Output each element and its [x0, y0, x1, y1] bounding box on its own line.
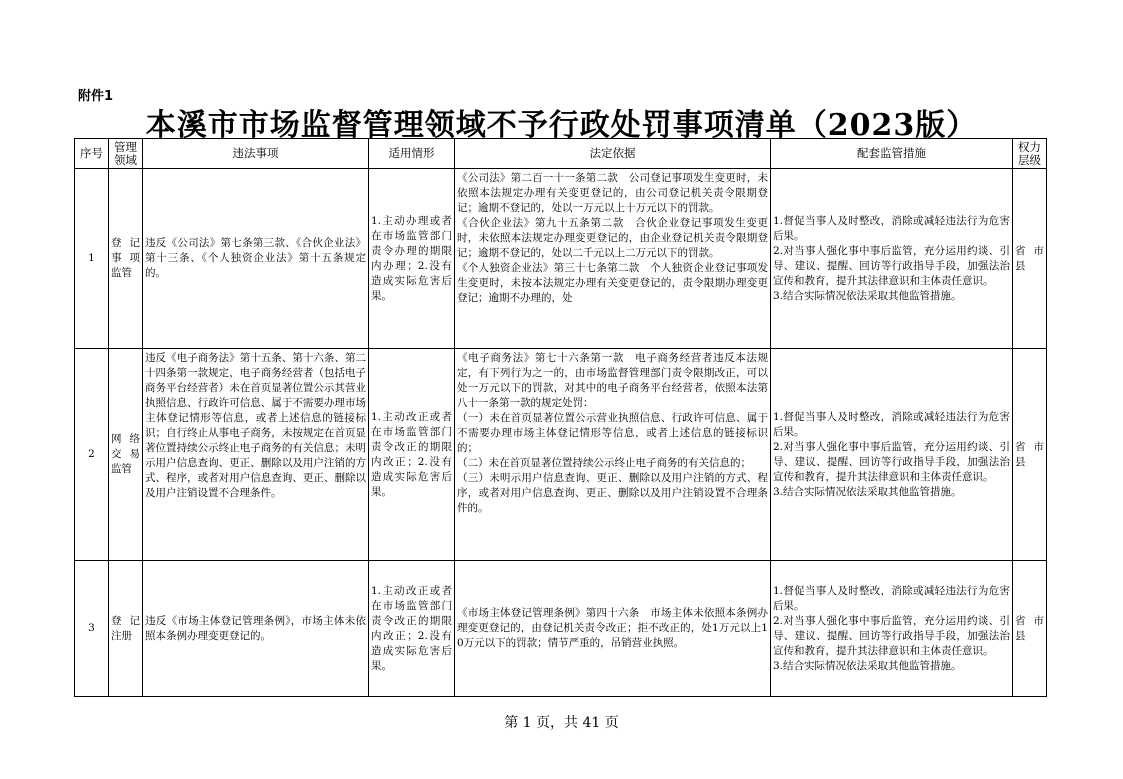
basis-paragraph: （三）未明示用户信息查询、更正、删除以及用户注销的方式、程序，或者对用户信息查询、更正、删除以及用户注销设置不合理条件的。: [457, 471, 768, 514]
measure-item: 3.结合实际情况依法采取其他监管措施。: [773, 289, 962, 302]
measure-item: 2.对当事人强化事中事后监管，充分运用约谈、引导、建议、提醒、回访等行政指导手段，加强法治宣传和教育，提升其法律意识和主体责任意识。: [773, 244, 1010, 287]
row-measures: [771, 561, 1013, 697]
row-violation: 违反《市场主体登记管理条例》，市场主体未依照本条例办理变更登记的。: [143, 561, 369, 697]
col-header-basis: 法定依据: [455, 139, 771, 169]
row-domain: 网络交易监管: [109, 349, 143, 561]
measure-item: 1.督促当事人及时整改，消除或减轻违法行为危害后果。: [773, 584, 1010, 612]
col-header-situation: 适用情形: [369, 139, 455, 169]
basis-paragraph: （二）未在首页显著位置持续公示终止电子商务的有关信息的；: [457, 456, 751, 469]
row-level: 省市县: [1013, 169, 1047, 349]
table-row: [75, 349, 1047, 561]
page-title: 本溪市市场监督管理领域不予行政处罚事项清单（2023版）: [145, 108, 978, 143]
row-measures: [771, 169, 1013, 349]
row-situation: 1.主动改正或者在市场监管部门责令改正的期限内改正；2.没有造成实际危害后果。: [369, 561, 455, 697]
row-domain: 登记注册: [109, 561, 143, 697]
attachment-label: 附件1: [78, 89, 114, 104]
row-basis: [455, 349, 771, 561]
col-header-violation: 违法事项: [143, 139, 369, 169]
violation-text: 违反《电子商务法》第十五条、第十六条、第二十四条第一款规定，电子商务经营者（包括电子商务平台经营者）未在首页显著位置公示其营业执照信息、行政许可信息、属于不需要办理市场主体登记情形等信息，或者上述信息的链接标识；自行终止从事电子商务，未按规定在首页显著位置持续公示终止电子商务的有关信息；未明示用户信息查询、更正、删除以及用户注销的方式、程序，或者对用户信息查询、更正、删除以及用户注销设置不合理条件。: [145, 351, 366, 499]
col-header-domain: 管理领域: [109, 139, 143, 169]
basis-paragraph: 《市场主体登记管理条例》第四十六条 市场主体未依照本条例办理变更登记的，由登记机关责令改正；拒不改正的，处1万元以上10万元以下的罚款；情节严重的，吊销营业执照。: [457, 607, 768, 649]
measure-item: 1.督促当事人及时整改，消除或减轻违法行为危害后果。: [773, 410, 1010, 438]
basis-paragraph: 《个人独资企业法》第三十七条第二款 个人独资企业登记事项发生变更时，未按本法规定办理有关变更登记的，责令限期办理变更登记；逾期不办理的，处: [457, 261, 768, 304]
row-domain: 登记事项监管: [109, 169, 143, 349]
col-header-no: 序号: [75, 139, 109, 169]
basis-paragraph: 《公司法》第二百一十一条第二款 公司登记事项发生变更时，未依照本法规定办理有关变更登记的，由公司登记机关责令限期登记；逾期不登记的，处以一万元以上十万元以下的罚款。: [457, 171, 768, 214]
table-header-row: [75, 139, 1047, 169]
row-number: 2: [75, 349, 109, 561]
measure-item: 2.对当事人强化事中事后监管，充分运用约谈、引导、建议、提醒、回访等行政指导手段，加强法治宣传和教育，提升其法律意识和主体责任意识。: [773, 614, 1010, 657]
table-row: [75, 561, 1047, 697]
basis-paragraph: 《电子商务法》第七十六条第一款 电子商务经营者违反本法规定，有下列行为之一的，由市场监督管理部门责令限期改正，可以处一万元以下的罚款，对其中的电子商务平台经营者，依照本法第八十一条第一款的规定处罚：: [457, 351, 768, 409]
row-number: 3: [75, 561, 109, 697]
row-situation: 1.主动改正或者在市场监管部门责令改正的期限内改正；2.没有造成实际危害后果。: [369, 349, 455, 561]
measure-item: 3.结合实际情况依法采取其他监管措施。: [773, 659, 962, 672]
penalty-list-table: [74, 138, 1047, 697]
row-violation: 违反《公司法》第七条第三款、《合伙企业法》第十三条、《个人独资企业法》第十五条规定的。: [143, 169, 369, 349]
measure-item: 1.督促当事人及时整改，消除或减轻违法行为危害后果。: [773, 214, 1010, 242]
basis-paragraph: 《合伙企业法》第九十五条第二款 合伙企业登记事项发生变更时，未依照本法规定办理变更登记的，由企业登记机关责令限期登记；逾期不登记的，处以二千元以上二万元以下的罚款。: [457, 216, 768, 259]
table-row: [75, 169, 1047, 349]
col-header-measures: 配套监管措施: [771, 139, 1013, 169]
measure-item: 3.结合实际情况依法采取其他监管措施。: [773, 485, 962, 498]
row-situation: 1.主动办理或者在市场监管部门责令办理的期限内办理；2.没有造成实际危害后果。: [369, 169, 455, 349]
row-basis: [455, 561, 771, 697]
measure-item: 2.对当事人强化事中事后监管，充分运用约谈、引导、建议、提醒、回访等行政指导手段，加强法治宣传和教育，提升其法律意识和主体责任意识。: [773, 440, 1010, 483]
row-violation: [143, 349, 369, 561]
col-header-level: 权力层级: [1013, 139, 1047, 169]
row-level: 省市县: [1013, 349, 1047, 561]
basis-paragraph: （一）未在首页显著位置公示营业执照信息、行政许可信息、属于不需要办理市场主体登记情形等信息，或者上述信息的链接标识的；: [457, 411, 768, 454]
page-number: 第 1 页，共 41 页: [504, 715, 619, 731]
row-level: 省市县: [1013, 561, 1047, 697]
row-basis: [455, 169, 771, 349]
row-measures: [771, 349, 1013, 561]
row-number: 1: [75, 169, 109, 349]
